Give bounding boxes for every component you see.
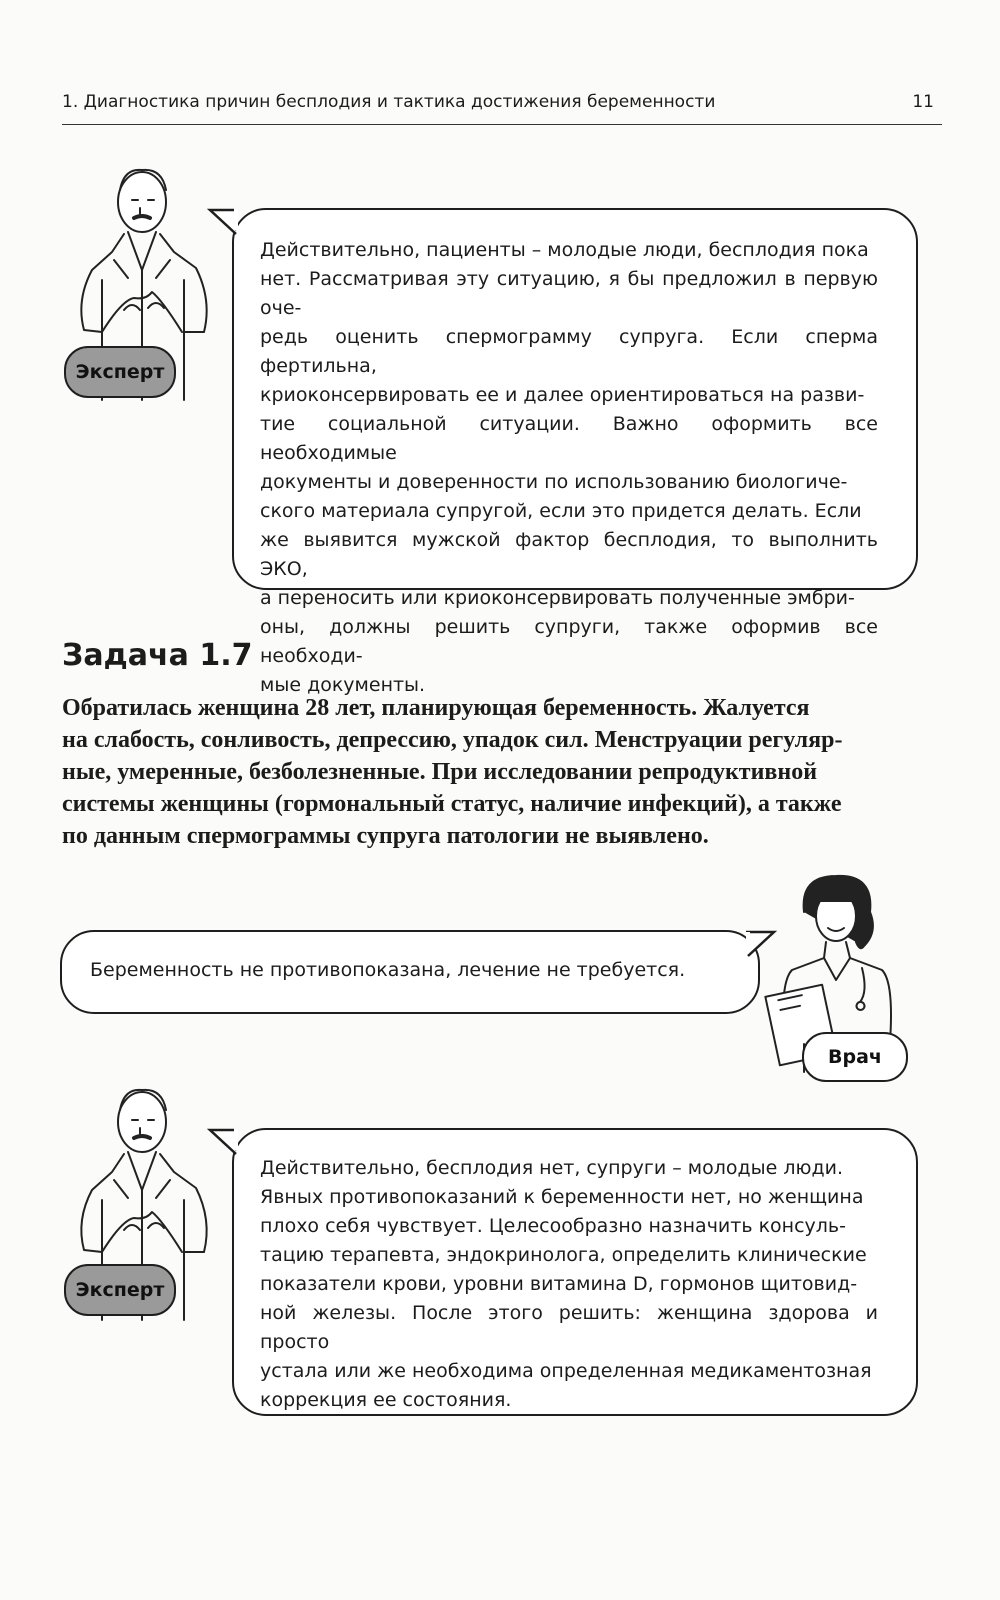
doctor-badge: Врач <box>802 1032 908 1082</box>
text-line: тацию терапевта, эндокринолога, определить клинические <box>260 1244 867 1266</box>
text-line: показатели крови, уровни витамина D, гормонов щитовид- <box>260 1273 858 1295</box>
text-line: а переносить или криоконсервировать полученные эмбри- <box>260 587 855 609</box>
text-line: тие социальной ситуации. Важно оформить все необходимые <box>260 413 878 464</box>
text-line: криоконсервировать ее и далее ориентироваться на разви- <box>260 384 865 406</box>
bubble-tail <box>206 1124 246 1160</box>
text-line: оны, должны решить супруги, также оформив все необходи- <box>260 616 878 667</box>
expert-speech-bubble <box>232 208 918 696</box>
expert-1-text <box>260 236 878 700</box>
text-line: Действительно, бесплодия нет, супруги – молодые люди. <box>260 1157 844 1179</box>
header-title: 1. Диагностика причин бесплодия и тактика достижения беременности <box>62 92 716 112</box>
running-header <box>62 92 942 125</box>
task-text <box>62 692 936 852</box>
text-line: коррекция ее состояния. <box>260 1389 512 1411</box>
task-title: Задача 1.7 <box>62 638 253 673</box>
text-line: Явных противопоказаний к беременности нет, но женщина <box>260 1186 864 1208</box>
text-line: по данным спермограммы супруга патологии не выявлено. <box>62 823 709 849</box>
text-line: Действительно, пациенты – молодые люди, бесплодия пока <box>260 239 869 261</box>
text-line: нет. Рассматривая эту ситуацию, я бы предложил в первую оче- <box>260 268 878 319</box>
text-line: мые документы. <box>260 674 426 696</box>
text-line: редь оценить спермограмму супруга. Если сперма фертильна, <box>260 326 878 377</box>
expert-badge: Эксперт <box>64 1264 176 1316</box>
text-line: устала или же необходима определенная медикаментозная <box>260 1360 872 1382</box>
page-number: 11 <box>912 92 934 112</box>
text-line: системы женщины (гормональный статус, наличие инфекций), а также <box>62 791 842 817</box>
expert-badge: Эксперт <box>64 346 176 398</box>
text-line: ского материала супругой, если это придется делать. Если <box>260 500 862 522</box>
text-line: ные, умеренные, безболезненные. При исследовании репродуктивной <box>62 759 818 785</box>
expert-2-text <box>260 1154 878 1415</box>
text-line: ной железы. После этого решить: женщина здорова и просто <box>260 1302 878 1353</box>
doctor-text: Беременность не противопоказана, лечение не требуется. <box>90 959 686 981</box>
text-line: на слабость, сонливость, депрессию, упадок сил. Менструации регуляр- <box>62 727 843 753</box>
text-line: Обратилась женщина 28 лет, планирующая беременность. Жалуется <box>62 695 810 721</box>
text-line: плохо себя чувствует. Целесообразно назначить консуль- <box>260 1215 846 1237</box>
text-line: же выявится мужской фактор бесплодия, то выполнить ЭКО, <box>260 529 878 580</box>
bubble-tail <box>206 204 246 240</box>
doctor-speech-bubble <box>60 930 760 1014</box>
text-line: документы и доверенности по использованию биологиче- <box>260 471 848 493</box>
expert-speech-bubble <box>232 1128 918 1416</box>
